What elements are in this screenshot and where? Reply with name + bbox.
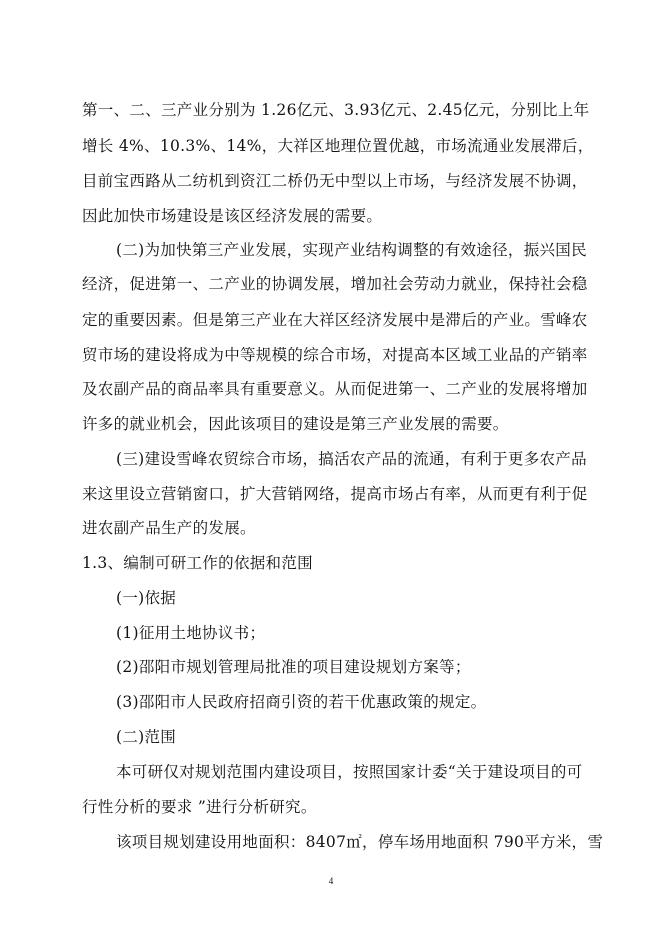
list-item: (2)邵阳市规划管理局批准的项目建设规划方案等；: [116, 658, 471, 676]
paragraph-line: 贸市场的建设将成为中等规模的综合市场，对提高本区域工业品的产销率: [82, 346, 588, 364]
paragraph-line: 许多的就业机会，因此该项目的建设是第三产业发展的需要。: [82, 415, 509, 433]
subsection-heading: (一)依据: [116, 589, 177, 607]
subsection-heading: (二)范围: [116, 728, 177, 746]
paragraph-line: 经济，促进第一、二产业的协调发展，增加社会劳动力就业，保持社会稳: [82, 275, 588, 293]
paragraph-line: 来这里设立营销窗口，扩大营销网络，提高市场占有率，从而更有利于促: [82, 485, 588, 503]
page-number: 4: [328, 876, 334, 886]
paragraph-line: 因此加快市场建设是该区经济发展的需要。: [82, 207, 383, 225]
paragraph-line: 行性分析的要求 ”进行分析研究。: [82, 798, 317, 816]
paragraph-line: 及农副产品的商品率具有重要意义。从而促进第一、二产业的发展将增加: [82, 380, 588, 398]
paragraph-line: 本可研仅对规划范围内建设项目，按照国家计委“关于建设项目的可: [116, 763, 583, 781]
list-item: (3)邵阳市人民政府招商引资的若干优惠政策的规定。: [116, 693, 487, 711]
paragraph-line: 增长 4%、10.3%、14%，大祥区地理位置优越，市场流通业发展滞后，: [82, 137, 594, 155]
paragraph-line: 第一、二、三产业分别为 1.26亿元、3.93亿元、2.45亿元，分别比上年: [82, 101, 590, 119]
list-item: (1)征用土地协议书；: [116, 624, 266, 642]
paragraph-line: 目前宝西路从二纺机到资江二桥仍无中型以上市场，与经济发展不协调，: [82, 172, 588, 190]
paragraph-line: 定的重要因素。但是第三产业在大祥区经济发展中是滞后的产业。雪峰农: [82, 311, 588, 329]
paragraph-line: 进农副产品生产的发展。: [82, 519, 256, 537]
section-heading: 1.3、编制可研工作的依据和范围: [82, 554, 313, 572]
paragraph-line: 该项目规划建设用地面积：8407㎡，停车场用地面积 790平方米，雪: [116, 833, 604, 851]
paragraph-line: (二)为加快第三产业发展，实现产业结构调整的有效途径，振兴国民: [116, 241, 587, 259]
paragraph-line: (三)建设雪峰农贸综合市场，搞活农产品的流通，有利于更多农产品: [116, 450, 587, 468]
